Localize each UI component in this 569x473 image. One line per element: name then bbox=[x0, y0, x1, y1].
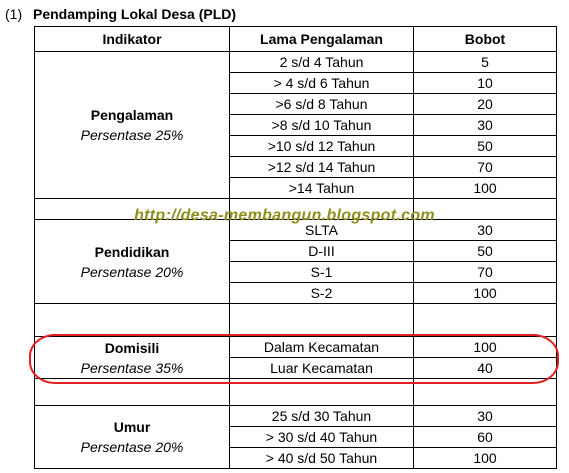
indicator-percentage: Persentase 20% bbox=[80, 263, 184, 280]
criteria-label: S-2 bbox=[230, 283, 414, 304]
criteria-label: 25 s/d 30 Tahun bbox=[230, 406, 414, 427]
table-row bbox=[35, 52, 557, 73]
table-row bbox=[35, 220, 557, 241]
criteria-weight: 40 bbox=[414, 358, 557, 379]
section-title: Pendamping Lokal Desa (PLD) bbox=[33, 6, 237, 22]
indicator-percentage: Persentase 35% bbox=[80, 359, 184, 376]
criteria-label: >10 s/d 12 Tahun bbox=[230, 136, 414, 157]
criteria-label: >8 s/d 10 Tahun bbox=[230, 115, 414, 136]
spacer-row bbox=[35, 199, 557, 220]
criteria-weight: 100 bbox=[414, 178, 557, 199]
criteria-weight: 50 bbox=[414, 136, 557, 157]
criteria-weight: 10 bbox=[414, 73, 557, 94]
indicator-cell-domisili bbox=[35, 337, 230, 379]
indicator-percentage: Persentase 20% bbox=[80, 439, 184, 455]
criteria-weight: 30 bbox=[414, 406, 557, 427]
indicator-name: Domisili bbox=[104, 339, 160, 356]
criteria-label: S-1 bbox=[230, 262, 414, 283]
spacer-row bbox=[35, 379, 557, 406]
watermark-url: http://desa-membangun.blogspot.com bbox=[134, 207, 435, 224]
criteria-weight: 70 bbox=[414, 157, 557, 178]
criteria-weight: 100 bbox=[414, 337, 557, 358]
indicator-name: Pengalaman bbox=[90, 107, 174, 123]
criteria-label: > 30 s/d 40 Tahun bbox=[230, 427, 414, 448]
header-weight: Bobot bbox=[414, 27, 557, 52]
section-heading bbox=[5, 5, 236, 23]
table-row bbox=[35, 406, 557, 427]
criteria-weight: 60 bbox=[414, 427, 557, 448]
criteria-weight: 50 bbox=[414, 241, 557, 262]
header-experience: Lama Pengalaman bbox=[230, 27, 414, 52]
criteria-weight: 30 bbox=[414, 220, 557, 241]
criteria-label: Dalam Kecamatan bbox=[230, 337, 414, 358]
criteria-label: >12 s/d 14 Tahun bbox=[230, 157, 414, 178]
criteria-weight: 30 bbox=[414, 115, 557, 136]
spacer-row bbox=[35, 304, 557, 337]
indicator-name: Umur bbox=[113, 419, 151, 435]
indicator-percentage: Persentase 25% bbox=[80, 127, 184, 143]
criteria-table bbox=[34, 26, 557, 469]
indicator-name: Pendidikan bbox=[94, 243, 170, 260]
table-row bbox=[35, 337, 557, 358]
criteria-weight: 100 bbox=[414, 283, 557, 304]
criteria-label: >14 Tahun bbox=[230, 178, 414, 199]
criteria-weight: 20 bbox=[414, 94, 557, 115]
criteria-label: Luar Kecamatan bbox=[230, 358, 414, 379]
criteria-label: SLTA bbox=[230, 220, 414, 241]
criteria-label: 2 s/d 4 Tahun bbox=[230, 52, 414, 73]
indicator-cell-pengalaman bbox=[35, 52, 230, 199]
criteria-label: D-III bbox=[230, 241, 414, 262]
criteria-weight: 70 bbox=[414, 262, 557, 283]
criteria-weight: 5 bbox=[414, 52, 557, 73]
criteria-weight: 100 bbox=[414, 448, 557, 469]
section-number: (1) bbox=[5, 6, 23, 22]
criteria-label: > 4 s/d 6 Tahun bbox=[230, 73, 414, 94]
indicator-cell-umur bbox=[35, 406, 230, 469]
header-indicator: Indikator bbox=[35, 27, 230, 52]
criteria-label: > 40 s/d 50 Tahun bbox=[230, 448, 414, 469]
indicator-cell-pendidikan bbox=[35, 220, 230, 304]
criteria-label: >6 s/d 8 Tahun bbox=[230, 94, 414, 115]
table-header-row bbox=[35, 27, 557, 52]
